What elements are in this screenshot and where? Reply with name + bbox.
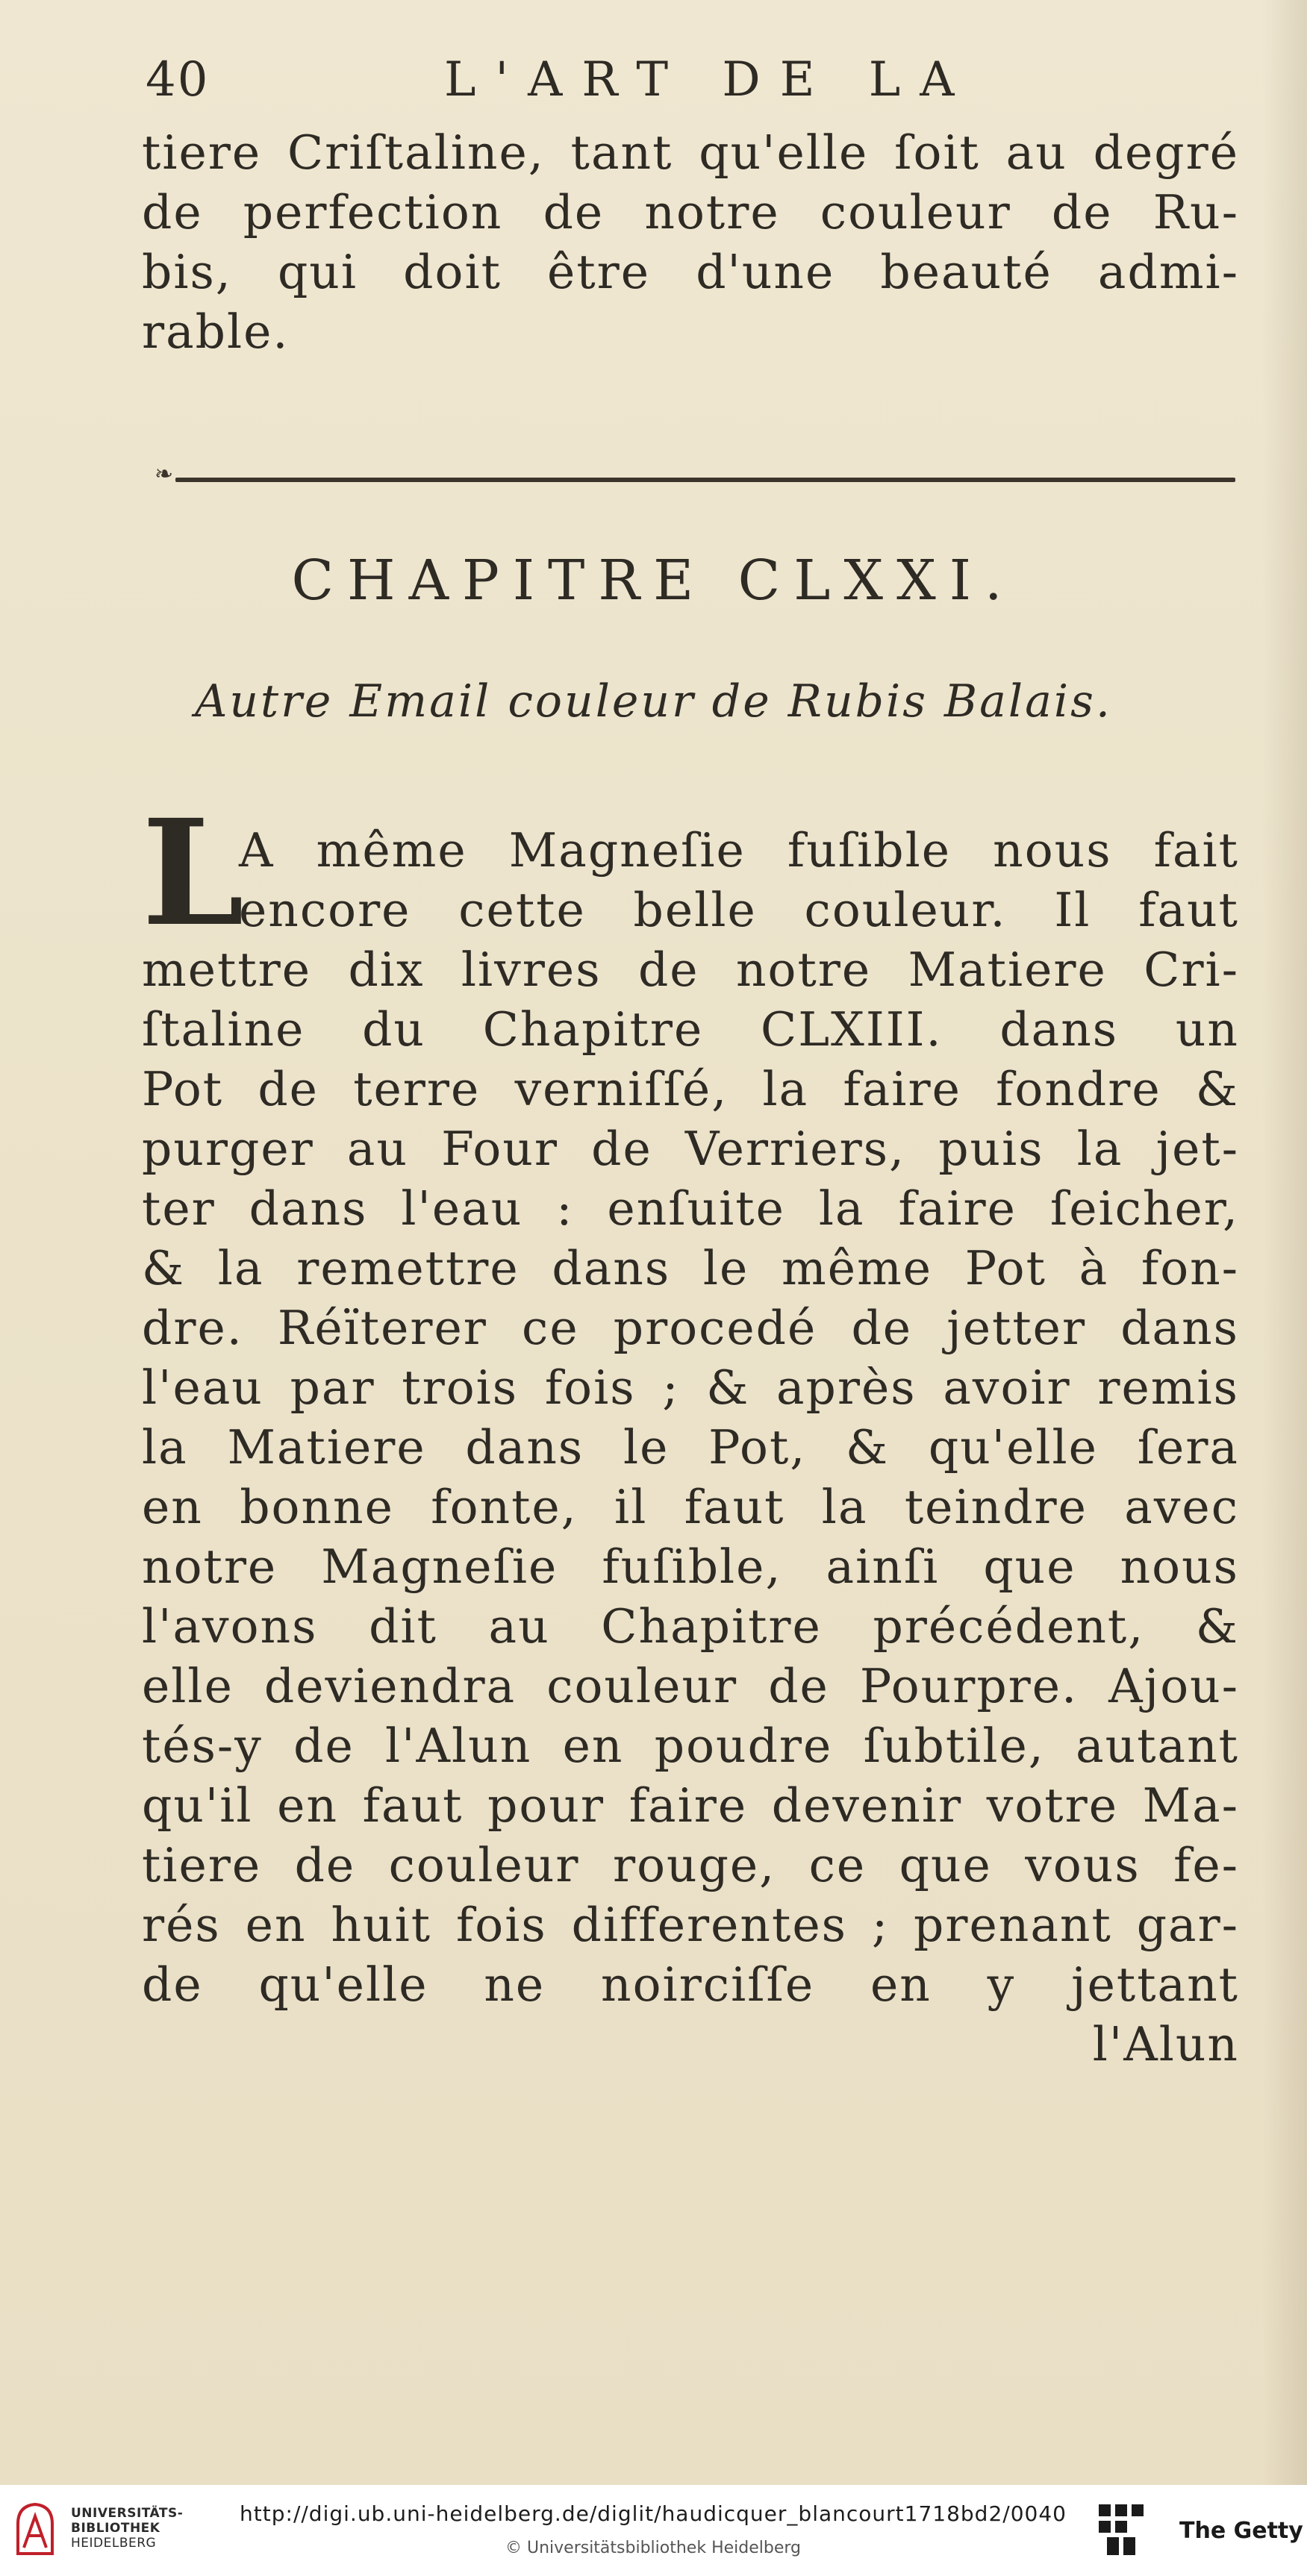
text-line: de perfection de notre couleur de Ru- [142,185,1239,240]
text-line: notre Magneſie fuſible, ainſi que nous [142,1539,1239,1594]
text-line: tiere Criſtaline, tant qu'elle ſoit au degré [142,125,1239,180]
running-title: L'ART DE LA [444,52,974,107]
permalink-url[interactable]: http://digi.ub.uni-heidelberg.de/diglit/haudicquer_blancourt1718bd2/0040 [240,2501,1067,2526]
text-line: l'eau par trois fois ; & après avoir remis [142,1360,1239,1415]
dropcap-lines [239,821,1239,940]
viewer-footer [0,2485,1307,2576]
text-line: rable. [142,304,290,359]
text-line: rés en huit fois differentes ; prenant gar- [142,1898,1239,1952]
text-line: dre. Réïterer ce procedé de jetter dans [142,1301,1239,1355]
chapter-body [142,940,1239,2075]
text-line: bis, qui doit être d'une beauté admi- [142,245,1239,299]
chapter-subtitle: Autre Email couleur de Rubis Balais. [195,675,1112,728]
text-line: elle deviendra couleur de Pourpre. Ajou- [142,1659,1239,1713]
partner-name: The Getty [1179,2518,1303,2544]
text-line: qu'il en faut pour faire devenir votre Ma- [142,1778,1239,1833]
drop-cap: L [142,787,245,958]
page-header [146,52,1228,119]
text-line: en bonne fonte, il faut la teindre avec [142,1480,1239,1534]
text-line: de qu'elle ne noirciſſe en y jettant [142,1957,1239,2012]
getty-logo-icon [1097,2503,1145,2557]
text-line: ter dans l'eau : enſuite la faire ſeicher, [142,1181,1239,1236]
continued-paragraph [142,123,1239,362]
text-line: ſtaline du Chapitre CLXIII. dans un [142,1002,1239,1057]
copyright-notice: © Universitätsbibliothek Heidelberg [505,2539,801,2557]
text-line: tés-y de l'Alun en poudre ſubtile, autant [142,1719,1239,1773]
ornamental-rule [175,478,1235,482]
text-line: la Matiere dans le Pot, & qu'elle ſera [142,1420,1239,1475]
page-number: 40 [146,52,210,107]
text-line: purger au Four de Verriers, puis la jet- [142,1122,1239,1176]
catchword: l'Alun [1092,2017,1239,2072]
chapter-title: CHAPITRE CLXXI. [291,548,1016,613]
text-line: encore cette belle couleur. Il faut [239,883,1239,937]
library-name: UNIVERSITÄTS- BIBLIOTHEK HEIDELBERG [71,2506,184,2551]
text-line: l'avons dit au Chapitre précédent, & [142,1599,1239,1654]
text-line: A même Magneſie fuſible nous fait [239,823,1239,878]
text-line: tiere de couleur rouge, ce que vous fe- [142,1838,1239,1892]
text-line: mettre dix livres de notre Matiere Cri- [142,942,1239,997]
text-line: Pot de terre verniſſé, la faire fondre & [142,1062,1239,1116]
university-library-logo-icon [13,2501,57,2555]
text-line: & la remettre dans le même Pot à fon- [142,1241,1239,1295]
